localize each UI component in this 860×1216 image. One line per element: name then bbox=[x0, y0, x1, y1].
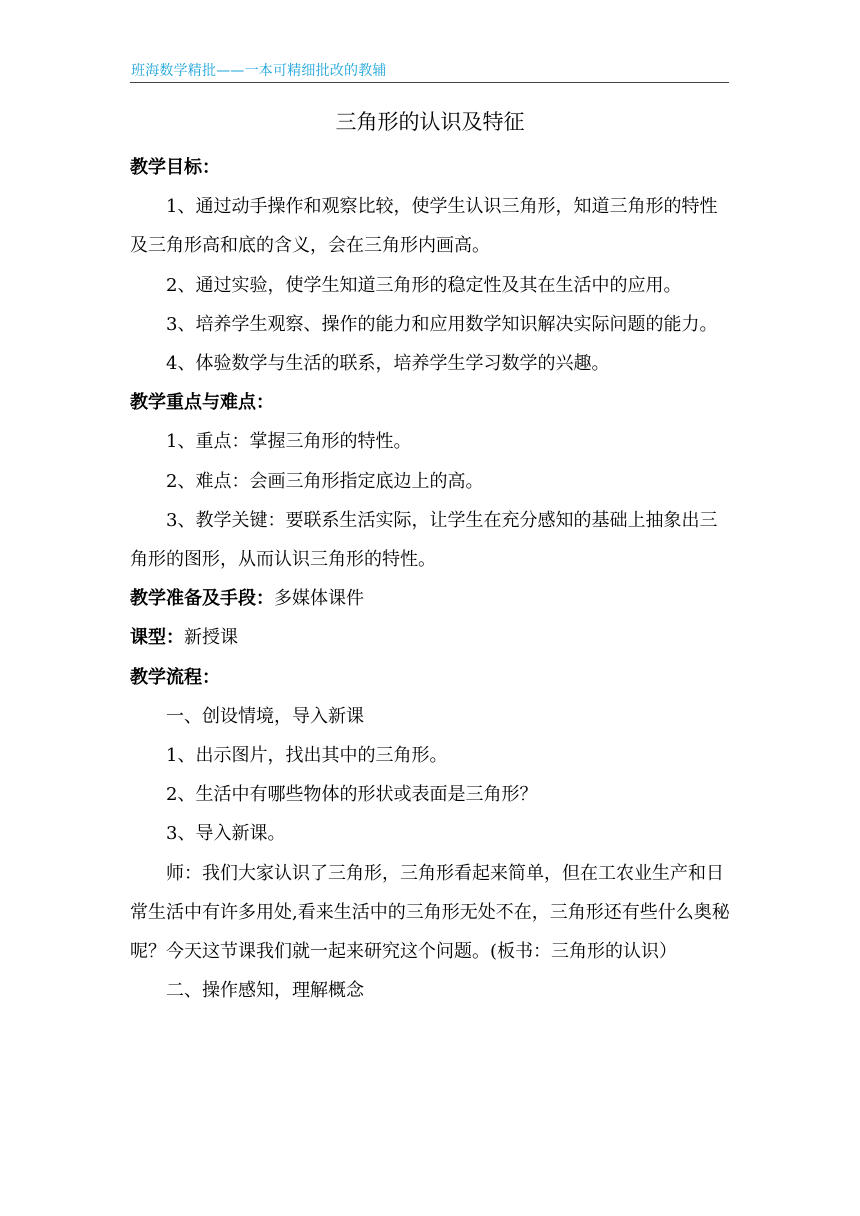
preparation-line bbox=[130, 579, 730, 618]
teacher-paragraph: 师：我们大家认识了三角形，三角形看起来简单，但在工农业生产和日常生活中有许多用处,看来生活中的三角形无处不在，三角形还有些什么奥秘呢？今天这节课我们就一起来研究这个问题。(板书：三角形的认识） bbox=[130, 862, 730, 963]
process-step-2: 二、操作感知，理解概念 bbox=[166, 980, 364, 1002]
goal-item-4: 4、体验数学与生活的联系，培养学生学习数学的兴趣。 bbox=[166, 353, 610, 375]
process-step-1-item-1: 1、出示图片，找出其中的三角形。 bbox=[166, 745, 448, 767]
goal-item-2: 2、通过实验，使学生知道三角形的稳定性及其在生活中的应用。 bbox=[166, 274, 682, 296]
header-divider bbox=[130, 82, 729, 83]
document-title: 三角形的认识及特征 bbox=[335, 110, 525, 134]
goal-item-3: 3、培养学生观察、操作的能力和应用数学知识解决实际问题的能力。 bbox=[166, 313, 718, 335]
keypoint-item-2: 2、难点：会画三角形指定底边上的高。 bbox=[166, 470, 484, 492]
process-step-1-item-3: 3、导入新课。 bbox=[166, 823, 286, 845]
preparation-value: 多媒体课件 bbox=[274, 588, 364, 610]
process-step-1-item-2: 2、生活中有哪些物体的形状或表面是三角形？ bbox=[166, 784, 538, 806]
goals-heading: 教学目标： bbox=[130, 157, 220, 178]
process-step-1: 一、创设情境，导入新课 bbox=[166, 705, 364, 727]
process-heading: 教学流程： bbox=[130, 666, 220, 688]
lesson-type-label: 课型： bbox=[130, 627, 184, 649]
goal-item-1: 1、通过动手操作和观察比较，使学生认识三角形，知道三角形的特性及三角形高和底的含义，会在三角形内画高。 bbox=[130, 196, 718, 257]
document-body bbox=[130, 148, 730, 1010]
lesson-type-value: 新授课 bbox=[184, 627, 238, 649]
page-header: 班海数学精批——一本可精细批改的教辅 bbox=[131, 63, 387, 79]
keypoints-heading: 教学重点与难点： bbox=[130, 392, 274, 414]
lesson-type-line bbox=[130, 618, 730, 657]
keypoint-item-1: 1、重点：掌握三角形的特性。 bbox=[166, 431, 412, 453]
keypoint-item-3: 3、教学关键：要联系生活实际，让学生在充分感知的基础上抽象出三角形的图形，从而认识三角形的特性。 bbox=[130, 509, 718, 571]
preparation-label: 教学准备及手段： bbox=[130, 588, 274, 610]
